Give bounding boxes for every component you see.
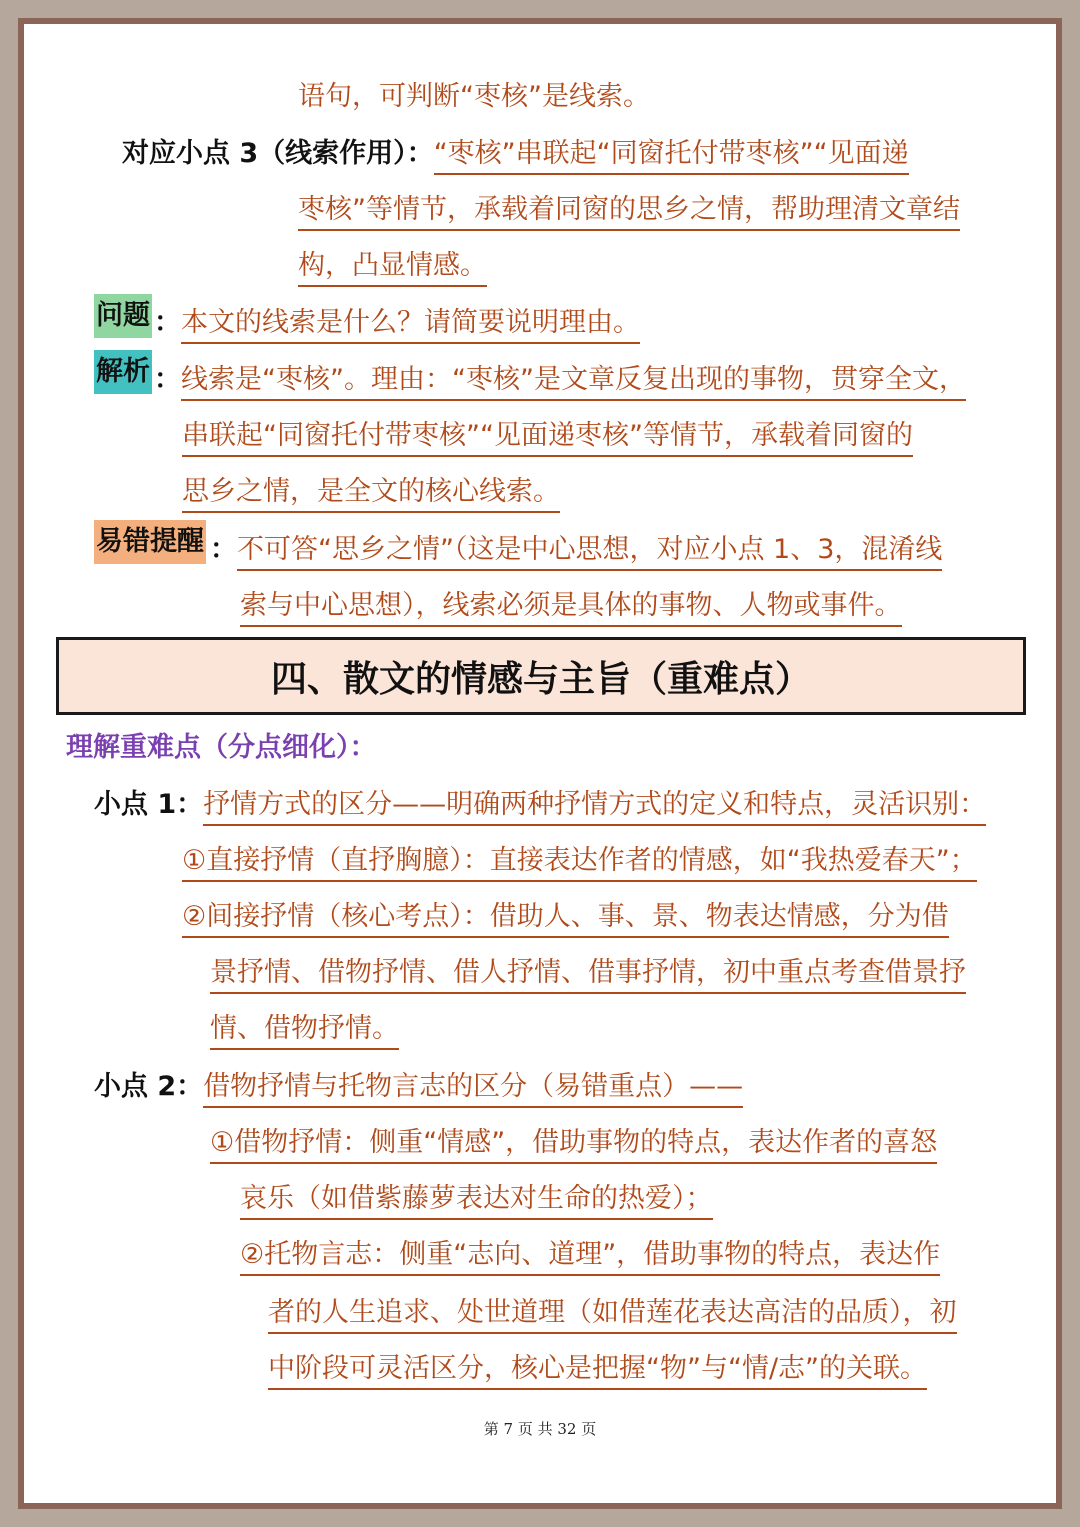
section-title: 四、散文的情感与主旨（重难点）: [270, 658, 811, 700]
analysis-colon: ：: [154, 364, 181, 395]
warning-text-1: 不可答“思乡之情”（这是中心思想，对应小点 1、3，混淆线: [237, 533, 942, 571]
point3-line3: [298, 249, 487, 287]
point3-text-1: “枣核”串联起“同窗托付带枣核”“见面递: [434, 137, 909, 175]
sub2-item2-text-2: 者的人生追求、处世道理（如借莲花表达高洁的品质），初: [268, 1296, 957, 1334]
sub2-item2-text-1: ②托物言志：侧重“志向、道理”，借助事物的特点，表达作: [240, 1238, 940, 1276]
sub2-label: 小点 2：: [94, 1071, 204, 1102]
section-subtitle: 理解重难点（分点细化）：: [66, 732, 377, 763]
sub2-item2-line3: [268, 1352, 927, 1390]
intro-text: 语句，可判断“枣核”是线索。: [298, 81, 650, 112]
sub1-item2-line1: [182, 900, 949, 938]
warning-line2: [240, 589, 902, 627]
point3-line1: [122, 137, 909, 175]
question-text: 本文的线索是什么？请简要说明理由。: [181, 306, 640, 344]
page-footer: 第 7 页 共 32 页: [483, 1420, 597, 1438]
analysis-line1: [154, 363, 966, 401]
point3-label: 对应小点 3（线索作用）：: [122, 138, 434, 169]
sub1-label: 小点 1：: [94, 789, 204, 820]
analysis-tag: 解析: [94, 350, 152, 394]
warning-tag: 易错提醒: [94, 520, 206, 564]
sub2-item2-text-3: 中阶段可灵活区分，核心是把握“物”与“情/志”的关联。: [268, 1352, 927, 1390]
sub1-item2-line2: [210, 956, 966, 994]
sub2-item1-text-1: ①借物抒情：侧重“情感”，借助事物的特点，表达作者的喜怒: [210, 1126, 937, 1164]
sub1-head: 抒情方式的区分——明确两种抒情方式的定义和特点，灵活识别：: [203, 788, 986, 826]
point3-text-2: 枣核”等情节，承载着同窗的思乡之情，帮助理清文章结: [298, 193, 960, 231]
sub1-head-line: [94, 788, 986, 826]
sub1-item2-text-2: 景抒情、借物抒情、借人抒情、借事抒情，初中重点考查借景抒: [210, 956, 966, 994]
section-title-box: [56, 637, 1026, 715]
sub1-item1-line: [182, 844, 977, 882]
analysis-text-1: 线索是“枣核”。理由：“枣核”是文章反复出现的事物，贯穿全文，: [181, 363, 966, 401]
question-line: [154, 306, 640, 344]
sub1-item2-text-1: ②间接抒情（核心考点）：借助人、事、景、物表达情感，分为借: [182, 900, 949, 938]
sub2-item1-line1: [210, 1126, 937, 1164]
warning-line1: [210, 533, 942, 571]
sub2-item2-line1: [240, 1238, 940, 1276]
sub1-item2-text-3: 情、借物抒情。: [210, 1012, 399, 1050]
analysis-line3: [182, 475, 560, 513]
analysis-line2: [182, 419, 913, 457]
point3-text-3: 构，凸显情感。: [298, 249, 487, 287]
analysis-text-2: 串联起“同窗托付带枣核”“见面递枣核”等情节，承载着同窗的: [182, 419, 913, 457]
sub2-head-line: [94, 1070, 743, 1108]
sub2-item1-line2: [240, 1182, 713, 1220]
sub1-item2-line3: [210, 1012, 399, 1050]
sub1-item1: ①直接抒情（直抒胸臆）：直接表达作者的情感，如“我热爱春天”；: [182, 844, 977, 882]
analysis-text-3: 思乡之情，是全文的核心线索。: [182, 475, 560, 513]
sub2-item1-text-2: 哀乐（如借紫藤萝表达对生命的热爱）；: [240, 1182, 713, 1220]
sub2-item2-line2: [268, 1296, 957, 1334]
warning-colon: ：: [210, 534, 237, 565]
point3-line2: [298, 193, 960, 231]
sub2-head: 借物抒情与托物言志的区分（易错重点）——: [203, 1070, 743, 1108]
intro-line: [298, 80, 650, 114]
question-tag: 问题: [94, 294, 152, 338]
warning-text-2: 索与中心思想），线索必须是具体的事物、人物或事件。: [240, 589, 902, 627]
question-colon: ：: [154, 307, 181, 338]
